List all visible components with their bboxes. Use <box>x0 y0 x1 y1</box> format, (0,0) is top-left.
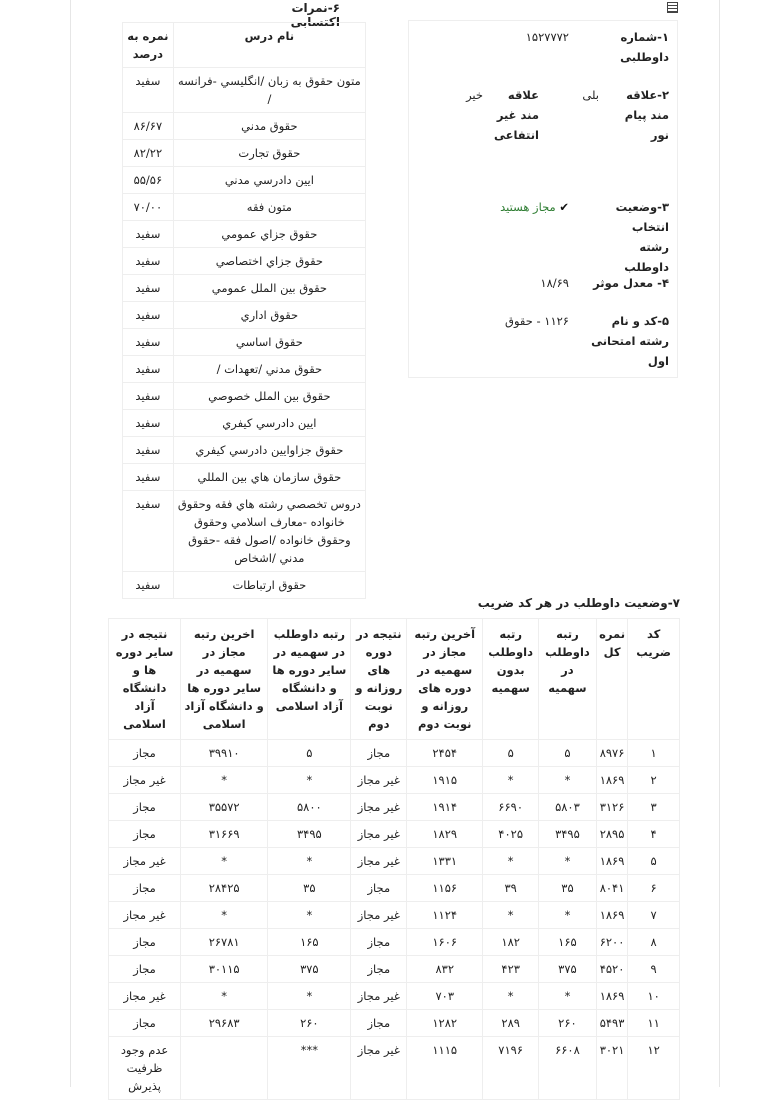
status-text: مجاز هستید <box>500 200 556 214</box>
score-cell: سفید <box>123 329 174 356</box>
table-cell: * <box>539 767 597 794</box>
table-cell: ۷ <box>628 902 680 929</box>
table-cell: ۱۸۶۹ <box>596 983 627 1010</box>
check-icon: ✔ <box>559 200 569 214</box>
table-cell: ۳۵۵۷۲ <box>181 794 268 821</box>
table-cell: مجاز <box>351 1010 407 1037</box>
table-cell: * <box>268 902 351 929</box>
table-cell: ۷۱۹۶ <box>483 1037 539 1100</box>
table-cell: ۸۹۷۶ <box>596 740 627 767</box>
table-cell: ۴ <box>628 821 680 848</box>
table-row <box>109 767 680 794</box>
interest-yes: بلی <box>582 88 599 102</box>
course-cell: حقوق بين الملل عمومي <box>173 275 365 302</box>
table-row <box>109 1037 680 1100</box>
col-header: اخرین رتبه مجاز در سهمیه در سایر دوره ها و دانشگاه آزاد اسلامی <box>181 619 268 740</box>
table-cell: مجاز <box>109 929 181 956</box>
table-cell: ۲۶۰ <box>268 1010 351 1037</box>
table-cell: * <box>539 983 597 1010</box>
course-cell: ايين دادرسي مدني <box>173 167 365 194</box>
course-cell: حقوق اداري <box>173 302 365 329</box>
table-cell: ۸۰۴۱ <box>596 875 627 902</box>
score-cell: سفید <box>123 302 174 329</box>
table-cell: ۲ <box>628 767 680 794</box>
table-cell: ۵۸۰۰ <box>268 794 351 821</box>
score-cell: سفید <box>123 248 174 275</box>
section6-title: ۶-نمرات اکتسابی <box>290 1 340 29</box>
table-cell: * <box>181 902 268 929</box>
table-cell: مجاز <box>351 956 407 983</box>
table-cell: ۵ <box>268 740 351 767</box>
table-cell: مجاز <box>351 740 407 767</box>
table-cell: ۵ <box>628 848 680 875</box>
field-value: ۱۱۲۶ - حقوق <box>505 314 569 328</box>
course-cell: متون فقه <box>173 194 365 221</box>
table-cell: ۶۲۰۰ <box>596 929 627 956</box>
table-cell: * <box>539 902 597 929</box>
table-cell: ۱۱۵۶ <box>407 875 483 902</box>
score-cell: سفید <box>123 275 174 302</box>
table-cell: ۶۶۹۰ <box>483 794 539 821</box>
table-cell: ۵۸۰۳ <box>539 794 597 821</box>
grade-row <box>123 248 366 275</box>
course-cell: ايين دادرسي كيفري <box>173 410 365 437</box>
col-course-name: نام درس <box>173 23 365 68</box>
list-icon[interactable] <box>667 2 678 13</box>
col-score: نمره به درصد <box>123 23 174 68</box>
table-cell: ۲۴۵۴ <box>407 740 483 767</box>
grade-row <box>123 383 366 410</box>
table-row <box>109 821 680 848</box>
table-row <box>109 740 680 767</box>
table-cell: ۴۵۲۰ <box>596 956 627 983</box>
table-row <box>109 983 680 1010</box>
table-cell: ۱۱۲۴ <box>407 902 483 929</box>
table-row <box>109 794 680 821</box>
course-cell: حقوق جزاوايين دادرسي كيفري <box>173 437 365 464</box>
table-cell: ۱۶۰۶ <box>407 929 483 956</box>
score-cell: سفید <box>123 383 174 410</box>
table-cell: ۱۸۶۹ <box>596 767 627 794</box>
coefficient-status-table <box>108 618 680 1100</box>
course-cell: حقوق سازمان هاي بين المللي <box>173 464 365 491</box>
table-cell: غیر مجاز <box>109 902 181 929</box>
table-row <box>109 902 680 929</box>
table-cell: مجاز <box>109 956 181 983</box>
table-cell: ۷۰۳ <box>407 983 483 1010</box>
table-cell: ۹ <box>628 956 680 983</box>
course-cell: دروس تخصصي رشته هاي فقه وحقوق خانواده -معارف اسلامي وحقوق وحقوق خانواده /اصول فقه -حقوق مدني /اشخاص <box>173 491 365 572</box>
grade-row <box>123 437 366 464</box>
gpa-label: ۴- معدل موثر <box>593 276 669 290</box>
candidate-number-label: ۱-شماره داوطلبی <box>620 30 669 64</box>
table-cell: ۱۸۲۹ <box>407 821 483 848</box>
grade-row <box>123 194 366 221</box>
grade-row <box>123 113 366 140</box>
table-cell: غیر مجاز <box>351 794 407 821</box>
table-cell: مجاز <box>351 929 407 956</box>
course-cell: حقوق مدني <box>173 113 365 140</box>
table-row <box>109 848 680 875</box>
table-cell: ۱۱ <box>628 1010 680 1037</box>
course-cell: حقوق جزاي اختصاصي <box>173 248 365 275</box>
interest-label: ۲-علاقه مند پیام نور <box>624 88 669 142</box>
course-cell: حقوق تجارت <box>173 140 365 167</box>
table-cell: ۸۳۲ <box>407 956 483 983</box>
table-cell: ۴۲۳ <box>483 956 539 983</box>
table-cell: ۱۳۳۱ <box>407 848 483 875</box>
table-cell: * <box>539 848 597 875</box>
table-cell: ۱۲ <box>628 1037 680 1100</box>
table-cell: * <box>483 848 539 875</box>
grade-row <box>123 491 366 572</box>
table-row <box>109 1010 680 1037</box>
table-cell: ۳۰۱۱۵ <box>181 956 268 983</box>
col-header: رتبه داوطلب در سهمیه در سایر دوره ها و دانشگاه آزاد اسلامی <box>268 619 351 740</box>
table-cell: ۳۷۵ <box>268 956 351 983</box>
table-cell: ۱۹۱۵ <box>407 767 483 794</box>
table-cell: ۳۱۲۶ <box>596 794 627 821</box>
table-cell: ۳۹۹۱۰ <box>181 740 268 767</box>
table-cell: ۸ <box>628 929 680 956</box>
grade-row <box>123 221 366 248</box>
col-header: نتیجه در دوره های روزانه و نوبت دوم <box>351 619 407 740</box>
col-header: کد ضریب <box>628 619 680 740</box>
grade-row <box>123 167 366 194</box>
table-cell: ۵ <box>539 740 597 767</box>
grade-row <box>123 572 366 599</box>
score-cell: سفید <box>123 572 174 599</box>
score-cell: سفید <box>123 464 174 491</box>
score-cell: ۵۵/۵۶ <box>123 167 174 194</box>
table-cell: مجاز <box>109 740 181 767</box>
table-cell: عدم وجود ظرفیت پذیرش <box>109 1037 181 1100</box>
table-cell: مجاز <box>109 875 181 902</box>
table-cell: ۱۸۶۹ <box>596 848 627 875</box>
table-row <box>109 875 680 902</box>
table-cell: ۲۸۹ <box>483 1010 539 1037</box>
table-cell: ۳۷۵ <box>539 956 597 983</box>
score-cell: سفید <box>123 356 174 383</box>
table-cell: ۳۱۶۶۹ <box>181 821 268 848</box>
course-cell: حقوق جزاي عمومي <box>173 221 365 248</box>
table-cell: ۲۸۹۵ <box>596 821 627 848</box>
table-cell: * <box>181 767 268 794</box>
score-cell: سفید <box>123 221 174 248</box>
col-header: رتبه داوطلب در سهمیه <box>539 619 597 740</box>
table-cell: ۳۵ <box>268 875 351 902</box>
table-cell: غیر مجاز <box>351 1037 407 1100</box>
table-cell: ۱۰ <box>628 983 680 1010</box>
section7-title: ۷-وضعیت داوطلب در هر کد ضریب <box>477 596 680 610</box>
course-cell: حقوق اساسي <box>173 329 365 356</box>
course-cell: متون حقوق به زبان /انگليسي -فرانسه / <box>173 68 365 113</box>
table-cell: ۲۸۴۲۵ <box>181 875 268 902</box>
course-cell: حقوق ارتباطات <box>173 572 365 599</box>
table-cell: ۳ <box>628 794 680 821</box>
score-cell: ۸۲/۲۲ <box>123 140 174 167</box>
col-header: نمره کل <box>596 619 627 740</box>
score-cell: سفید <box>123 437 174 464</box>
score-cell: ۸۶/۶۷ <box>123 113 174 140</box>
grade-row <box>123 140 366 167</box>
table-cell: ۳۵ <box>539 875 597 902</box>
table-cell: ۱۸۶۹ <box>596 902 627 929</box>
table-cell: ۳۴۹۵ <box>539 821 597 848</box>
table-cell: * <box>483 983 539 1010</box>
candidate-number-value: ۱۵۲۷۷۷۲ <box>525 30 569 44</box>
table-cell: ۵ <box>483 740 539 767</box>
table-cell: غیر مجاز <box>351 902 407 929</box>
table-cell: * <box>181 848 268 875</box>
table-cell: غیر مجاز <box>351 767 407 794</box>
col-header: رتبه داوطلب بدون سهمیه <box>483 619 539 740</box>
table-row <box>109 929 680 956</box>
table-cell: غیر مجاز <box>351 821 407 848</box>
gpa-value: ۱۸/۶۹ <box>540 276 569 290</box>
col-header: نتیجه در سایر دوره ها و دانشگاه آزاد اسلامی <box>109 619 181 740</box>
table-cell: * <box>268 983 351 1010</box>
grades-table <box>122 22 366 599</box>
table-row <box>109 956 680 983</box>
table-cell: ۱ <box>628 740 680 767</box>
table-cell: ۱۶۵ <box>539 929 597 956</box>
status-label: ۳-وضعیت انتخاب رشته داوطلب <box>615 200 669 274</box>
table-cell: ۱۱۱۵ <box>407 1037 483 1100</box>
table-cell <box>181 1037 268 1100</box>
grade-row <box>123 356 366 383</box>
score-cell: سفید <box>123 410 174 437</box>
col-header: آخرین رتبه مجاز در سهمیه در دوره های روزانه و نوبت دوم <box>407 619 483 740</box>
field-label: ۵-کد و نام رشته امتحانی اول <box>591 314 669 368</box>
table-cell: ۲۶۷۸۱ <box>181 929 268 956</box>
table-cell: ۱۹۱۴ <box>407 794 483 821</box>
table-cell: * <box>181 983 268 1010</box>
grade-row <box>123 410 366 437</box>
grade-row <box>123 302 366 329</box>
table-cell: ۵۴۹۳ <box>596 1010 627 1037</box>
table-cell: غیر مجاز <box>109 767 181 794</box>
grade-row <box>123 464 366 491</box>
status-value <box>419 197 599 277</box>
candidate-info-box <box>408 20 678 378</box>
table-cell: مجاز <box>109 1010 181 1037</box>
table-cell: ۲۹۶۸۳ <box>181 1010 268 1037</box>
table-cell: ۱۲۸۲ <box>407 1010 483 1037</box>
table-cell: غیر مجاز <box>351 983 407 1010</box>
table-cell: مجاز <box>109 794 181 821</box>
table-cell: غیر مجاز <box>109 848 181 875</box>
table-cell: مجاز <box>351 875 407 902</box>
table-cell: ۱۸۲ <box>483 929 539 956</box>
table-cell: غیر مجاز <box>109 983 181 1010</box>
course-cell: حقوق مدني /تعهدات / <box>173 356 365 383</box>
table-cell: ۳۴۹۵ <box>268 821 351 848</box>
grade-row <box>123 68 366 113</box>
table-cell: غیر مجاز <box>351 848 407 875</box>
score-cell: سفید <box>123 68 174 113</box>
table-cell: *** <box>268 1037 351 1100</box>
table-cell: مجاز <box>109 821 181 848</box>
table-cell: * <box>483 902 539 929</box>
interest-value: علاقه مند غیر انتفاعی <box>493 88 539 142</box>
grade-row <box>123 275 366 302</box>
table-cell: ۱۶۵ <box>268 929 351 956</box>
table-cell: ۳۰۲۱ <box>596 1037 627 1100</box>
table-cell: ۴۰۲۵ <box>483 821 539 848</box>
table-cell: ۲۶۰ <box>539 1010 597 1037</box>
table-cell: * <box>268 767 351 794</box>
table-cell: * <box>483 767 539 794</box>
score-cell: سفید <box>123 491 174 572</box>
interest-no: خیر <box>466 88 483 102</box>
table-cell: * <box>268 848 351 875</box>
table-cell: ۶۶۰۸ <box>539 1037 597 1100</box>
course-cell: حقوق بين الملل خصوصي <box>173 383 365 410</box>
grade-row <box>123 329 366 356</box>
score-cell: ۷۰/۰۰ <box>123 194 174 221</box>
table-cell: ۶ <box>628 875 680 902</box>
table-cell: ۳۹ <box>483 875 539 902</box>
